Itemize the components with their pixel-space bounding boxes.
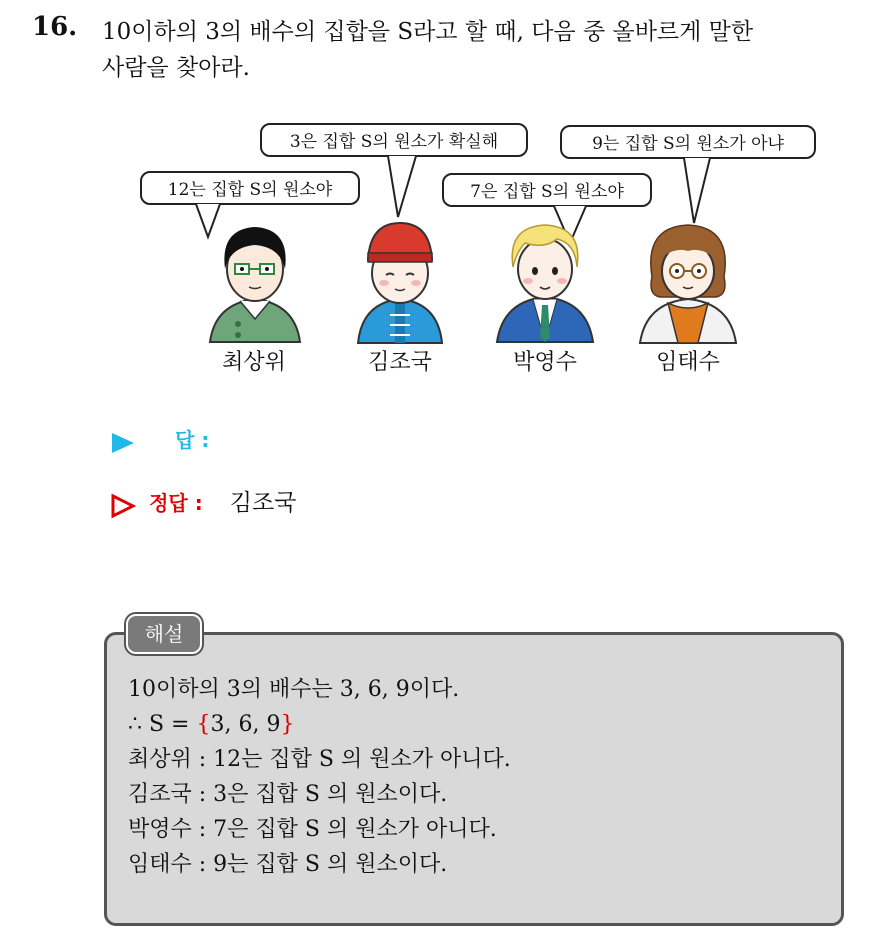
character-choi — [205, 219, 305, 344]
question-line-1: 10이하의 3의 배수의 집합을 S라고 할 때, 다음 중 올바르게 말한 — [102, 19, 754, 45]
explanation-line-4: 김조국 : 3은 집합 S 의 원소이다. — [128, 782, 448, 807]
correct-answer-row — [110, 484, 296, 519]
correct-answer-label: 정답 : — [149, 491, 203, 515]
speech-bubble-kim: 3은 집합 S의 원소가 확실해 — [260, 123, 528, 157]
answer-row — [110, 424, 209, 455]
explanation-line-3: 최상위 : 12는 집합 S 의 원소가 아니다. — [128, 747, 511, 772]
question-text — [102, 14, 872, 86]
name-kim: 김조국 — [368, 350, 432, 375]
correct-answer-value: 김조국 — [229, 490, 297, 516]
set-body: 3, 6, 9 — [210, 712, 281, 737]
explanation-line-6: 임태수 : 9는 집합 S 의 원소이다. — [128, 852, 448, 877]
explanation-text — [128, 672, 511, 882]
speech-bubble-park: 7은 집합 S의 원소야 — [442, 173, 652, 207]
character-kim — [350, 215, 450, 345]
speech-bubble-lim: 9는 집합 S의 원소가 아냐 — [560, 125, 816, 159]
question-line-2: 사람을 찾아라. — [102, 55, 250, 81]
name-choi: 최상위 — [222, 350, 286, 375]
set-prefix: ∴ S = — [128, 712, 197, 737]
character-park — [495, 219, 595, 344]
set-brace-close: } — [280, 712, 295, 737]
character-lim — [638, 217, 738, 345]
correct-marker-icon — [110, 493, 136, 519]
answer-label: 답 : — [175, 428, 210, 452]
set-brace-open: { — [196, 712, 211, 737]
illustration — [130, 115, 830, 385]
name-park: 박영수 — [513, 350, 577, 375]
explanation-line-5: 박영수 : 7은 집합 S 의 원소가 아니다. — [128, 817, 497, 842]
explanation-line-2 — [128, 707, 511, 742]
speech-bubble-choi: 12는 집합 S의 원소야 — [140, 171, 360, 205]
question-number: 16. — [32, 12, 78, 42]
explanation-tab: 해설 — [126, 614, 202, 654]
name-lim: 임태수 — [656, 350, 720, 375]
answer-marker-icon — [110, 431, 136, 455]
explanation-line-1: 10이하의 3의 배수는 3, 6, 9이다. — [128, 677, 460, 702]
